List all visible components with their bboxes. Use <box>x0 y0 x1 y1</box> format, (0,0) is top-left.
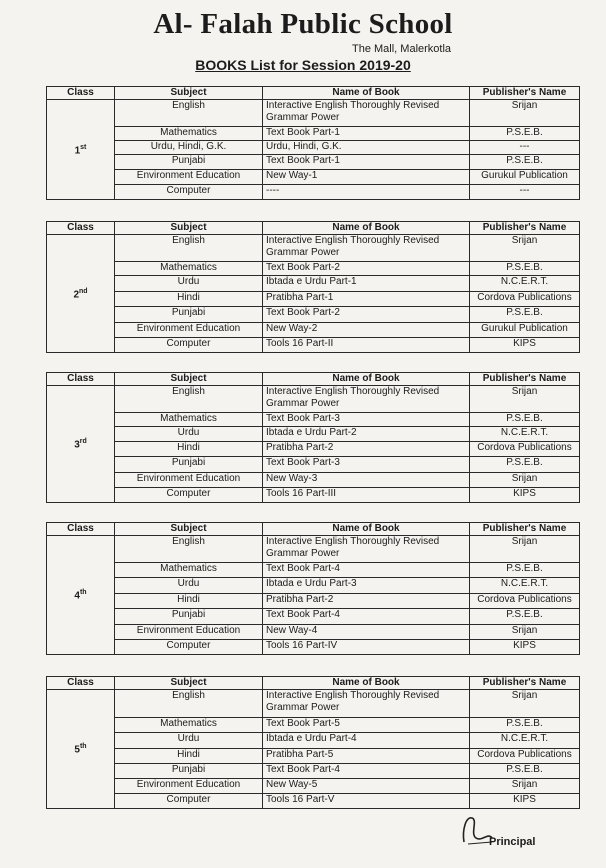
table-row <box>47 563 580 578</box>
table-row <box>47 307 580 323</box>
subject-cell: Punjabi <box>115 609 263 625</box>
table-header-row <box>47 373 580 386</box>
subject-cell: Hindi <box>115 292 263 307</box>
class-header: Class <box>47 373 115 386</box>
class-header: Class <box>47 677 115 690</box>
class-table <box>46 221 580 353</box>
subject-cell: Environment Education <box>115 625 263 640</box>
publisher-header: Publisher's Name <box>470 373 580 386</box>
publisher-cell: --- <box>470 185 580 200</box>
class-header: Class <box>47 523 115 536</box>
class-number: 5 <box>74 744 80 756</box>
table-header-row <box>47 523 580 536</box>
book-cell: Interactive English Thoroughly Revised Grammar Power <box>263 690 470 718</box>
class-table <box>46 522 580 655</box>
subject-cell: English <box>115 690 263 718</box>
table-row <box>47 690 580 718</box>
book-cell: Tools 16 Part-III <box>263 488 470 503</box>
book-cell: New Way-1 <box>263 170 470 185</box>
subject-cell: Mathematics <box>115 127 263 141</box>
table-row <box>47 155 580 170</box>
publisher-header: Publisher's Name <box>470 87 580 100</box>
publisher-cell: Cordova Publications <box>470 594 580 609</box>
table-row <box>47 457 580 473</box>
publisher-cell: Srijan <box>470 235 580 262</box>
publisher-cell: --- <box>470 141 580 155</box>
table-row <box>47 442 580 457</box>
class-number: 3 <box>74 439 80 451</box>
book-header: Name of Book <box>263 677 470 690</box>
subject-cell: Environment Education <box>115 170 263 185</box>
book-cell: Text Book Part-1 <box>263 155 470 170</box>
school-address: The Mall, Malerkotla <box>352 43 452 55</box>
subject-cell: Hindi <box>115 442 263 457</box>
table-row <box>47 594 580 609</box>
book-cell: Ibtada e Urdu Part-2 <box>263 427 470 442</box>
publisher-cell: P.S.E.B. <box>470 718 580 733</box>
subject-cell: Hindi <box>115 594 263 609</box>
subject-cell: Environment Education <box>115 779 263 794</box>
list-title: BOOKS List for Session 2019-20 <box>195 57 411 73</box>
class-suffix: rd <box>79 438 87 446</box>
table-row <box>47 473 580 488</box>
book-cell: Text Book Part-2 <box>263 307 470 323</box>
class-cell <box>47 100 115 200</box>
class-header: Class <box>47 222 115 235</box>
table-row <box>47 262 580 276</box>
book-cell: Tools 16 Part-V <box>263 794 470 809</box>
book-cell: Pratibha Part-1 <box>263 292 470 307</box>
publisher-cell: KIPS <box>470 794 580 809</box>
publisher-header: Publisher's Name <box>470 222 580 235</box>
table-row <box>47 749 580 764</box>
table-header-row <box>47 222 580 235</box>
publisher-cell: Srijan <box>470 473 580 488</box>
class-table <box>46 676 580 809</box>
subject-cell: Urdu <box>115 733 263 749</box>
table-row <box>47 488 580 503</box>
subject-cell: Urdu <box>115 578 263 594</box>
publisher-cell: Srijan <box>470 690 580 718</box>
class-suffix: th <box>79 589 87 597</box>
publisher-cell: Gurukul Publication <box>470 170 580 185</box>
book-cell: Urdu, Hindi, G.K. <box>263 141 470 155</box>
table-row <box>47 235 580 262</box>
table-row <box>47 127 580 141</box>
subject-cell: English <box>115 235 263 262</box>
subject-cell: Mathematics <box>115 262 263 276</box>
subject-cell: English <box>115 386 263 413</box>
table-header-row <box>47 87 580 100</box>
class-number: 1 <box>74 145 81 157</box>
publisher-cell: N.C.E.R.T. <box>470 578 580 594</box>
subject-cell: Environment Education <box>115 323 263 338</box>
subject-cell: Mathematics <box>115 563 263 578</box>
table-row <box>47 185 580 200</box>
class-number: 2 <box>73 289 79 301</box>
class-header: Class <box>47 87 115 100</box>
book-cell: New Way-2 <box>263 323 470 338</box>
publisher-cell: P.S.E.B. <box>470 413 580 427</box>
class-cell <box>47 536 115 655</box>
table-row <box>47 386 580 413</box>
table-row <box>47 141 580 155</box>
subject-cell: Computer <box>115 794 263 809</box>
table-row <box>47 427 580 442</box>
table-header-row <box>47 677 580 690</box>
publisher-cell: Srijan <box>470 386 580 413</box>
subject-cell: Mathematics <box>115 718 263 733</box>
book-cell: Text Book Part-2 <box>263 262 470 276</box>
book-cell: Text Book Part-4 <box>263 764 470 779</box>
subject-header: Subject <box>115 373 263 386</box>
subject-cell: Punjabi <box>115 457 263 473</box>
class-cell <box>47 386 115 503</box>
table-row <box>47 794 580 809</box>
table-row <box>47 100 580 127</box>
subject-cell: English <box>115 536 263 563</box>
publisher-cell: KIPS <box>470 640 580 655</box>
book-cell: Text Book Part-3 <box>263 413 470 427</box>
book-header: Name of Book <box>263 87 470 100</box>
publisher-cell: N.C.E.R.T. <box>470 276 580 292</box>
class-suffix: nd <box>79 287 88 295</box>
book-cell: New Way-4 <box>263 625 470 640</box>
principal-label: Principal <box>489 836 536 848</box>
book-cell: Text Book Part-5 <box>263 718 470 733</box>
book-cell: Text Book Part-4 <box>263 563 470 578</box>
book-cell: Ibtada e Urdu Part-4 <box>263 733 470 749</box>
publisher-cell: Srijan <box>470 536 580 563</box>
publisher-cell: P.S.E.B. <box>470 563 580 578</box>
book-cell: Pratibha Part-5 <box>263 749 470 764</box>
publisher-cell: P.S.E.B. <box>470 307 580 323</box>
book-header: Name of Book <box>263 523 470 536</box>
table-row <box>47 323 580 338</box>
publisher-cell: Cordova Publications <box>470 292 580 307</box>
book-cell: Pratibha Part-2 <box>263 442 470 457</box>
subject-header: Subject <box>115 222 263 235</box>
publisher-cell: N.C.E.R.T. <box>470 427 580 442</box>
class-number: 4 <box>74 590 80 602</box>
table-row <box>47 292 580 307</box>
table-row <box>47 640 580 655</box>
publisher-cell: P.S.E.B. <box>470 609 580 625</box>
book-cell: Text Book Part-1 <box>263 127 470 141</box>
subject-cell: Computer <box>115 640 263 655</box>
publisher-cell: N.C.E.R.T. <box>470 733 580 749</box>
table-row <box>47 276 580 292</box>
publisher-cell: P.S.E.B. <box>470 127 580 141</box>
subject-cell: Computer <box>115 185 263 200</box>
book-cell: New Way-3 <box>263 473 470 488</box>
subject-header: Subject <box>115 677 263 690</box>
table-row <box>47 413 580 427</box>
class-suffix: st <box>80 143 87 151</box>
school-name: Al- Falah Public School <box>153 8 453 40</box>
table-row <box>47 609 580 625</box>
subject-cell: English <box>115 100 263 127</box>
table-row <box>47 536 580 563</box>
book-cell: New Way-5 <box>263 779 470 794</box>
publisher-cell: KIPS <box>470 488 580 503</box>
class-cell <box>47 235 115 353</box>
book-header: Name of Book <box>263 373 470 386</box>
book-cell: Pratibha Part-2 <box>263 594 470 609</box>
publisher-cell: Srijan <box>470 100 580 127</box>
publisher-cell: P.S.E.B. <box>470 764 580 779</box>
book-cell: Text Book Part-4 <box>263 609 470 625</box>
book-cell: Interactive English Thoroughly Revised Grammar Power <box>263 536 470 563</box>
subject-cell: Punjabi <box>115 307 263 323</box>
class-suffix: th <box>79 743 87 751</box>
subject-cell: Urdu, Hindi, G.K. <box>115 141 263 155</box>
book-cell: Text Book Part-3 <box>263 457 470 473</box>
publisher-header: Publisher's Name <box>470 677 580 690</box>
book-cell: Interactive English Thoroughly Revised Grammar Power <box>263 386 470 413</box>
publisher-cell: P.S.E.B. <box>470 457 580 473</box>
publisher-cell: Srijan <box>470 779 580 794</box>
publisher-cell: Cordova Publications <box>470 749 580 764</box>
table-row <box>47 578 580 594</box>
publisher-cell: Gurukul Publication <box>470 323 580 338</box>
book-cell: Ibtada e Urdu Part-1 <box>263 276 470 292</box>
book-cell: Tools 16 Part-II <box>263 338 470 353</box>
publisher-cell: Cordova Publications <box>470 442 580 457</box>
class-cell <box>47 690 115 809</box>
subject-cell: Computer <box>115 338 263 353</box>
publisher-cell: P.S.E.B. <box>470 262 580 276</box>
table-row <box>47 338 580 353</box>
table-row <box>47 170 580 185</box>
subject-header: Subject <box>115 523 263 536</box>
subject-cell: Punjabi <box>115 764 263 779</box>
publisher-header: Publisher's Name <box>470 523 580 536</box>
book-cell: ---- <box>263 185 470 200</box>
table-row <box>47 718 580 733</box>
subject-cell: Hindi <box>115 749 263 764</box>
table-row <box>47 779 580 794</box>
publisher-cell: P.S.E.B. <box>470 155 580 170</box>
table-row <box>47 733 580 749</box>
table-row <box>47 764 580 779</box>
subject-cell: Computer <box>115 488 263 503</box>
subject-cell: Punjabi <box>115 155 263 170</box>
publisher-cell: KIPS <box>470 338 580 353</box>
book-cell: Ibtada e Urdu Part-3 <box>263 578 470 594</box>
subject-cell: Environment Education <box>115 473 263 488</box>
table-row <box>47 625 580 640</box>
book-header: Name of Book <box>263 222 470 235</box>
book-cell: Tools 16 Part-IV <box>263 640 470 655</box>
book-cell: Interactive English Thoroughly Revised Grammar Power <box>263 235 470 262</box>
subject-cell: Mathematics <box>115 413 263 427</box>
class-table <box>46 86 580 200</box>
subject-cell: Urdu <box>115 276 263 292</box>
subject-header: Subject <box>115 87 263 100</box>
publisher-cell: Srijan <box>470 625 580 640</box>
book-cell: Interactive English Thoroughly Revised Grammar Power <box>263 100 470 127</box>
subject-cell: Urdu <box>115 427 263 442</box>
class-table <box>46 372 580 503</box>
